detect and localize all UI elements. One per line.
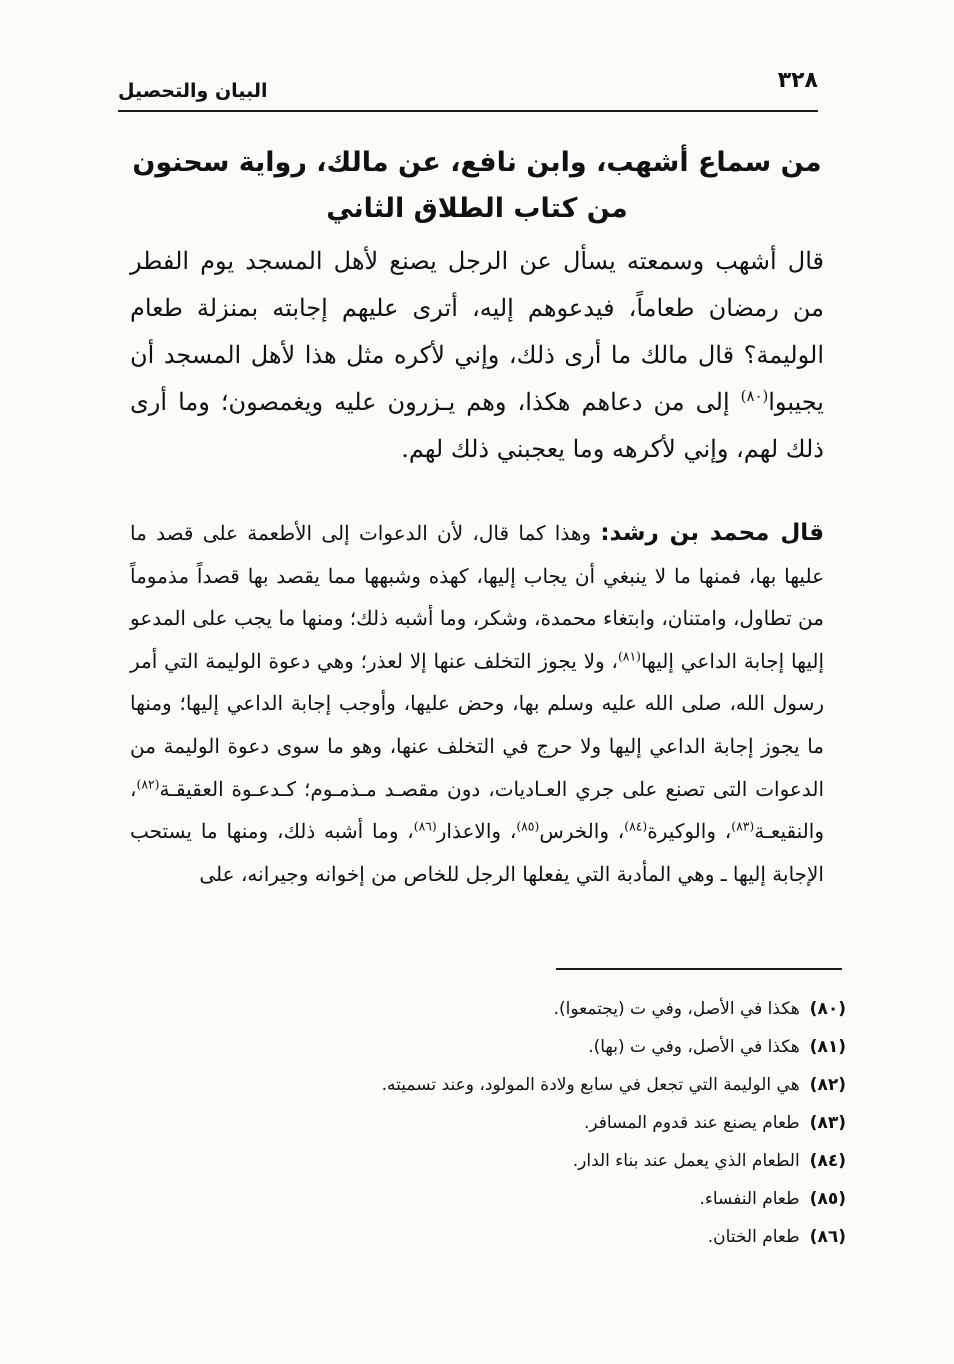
commentary-lead: قال محمد بن رشد: [600, 520, 825, 546]
section-title-line-2: من كتاب الطلاق الثاني [326, 193, 628, 224]
paragraph-text: ، وما أشبه ذلك، ومنها ما يستحب الإجابة إليها ـ وهي المأدبة التي يفعلها الرجل للخاص من إخوانه وجيرانه، على [130, 819, 824, 886]
paragraph-text: ، ولا يجوز التخلف عنها إلا لعذر؛ وهي دعوة الوليمة التي أمر رسول الله، صلى الله عليه وسلم بها، وحض عليها، وأوجب إجابة الداعي إليها؛ ومنها ما يجوز إجابة الداعي إليها ولا حرج في التخلف عنها، وهو ما سوى دعوة الوليمة من الدعوات التى تصنع على جري العـاديات، دون مقصـد مـذمـوم؛ كـدعـوة العقيقـة [130, 648, 824, 801]
footnote-item [150, 1142, 846, 1180]
footnotes-list [150, 990, 846, 1256]
paragraph-ashhab-report [130, 238, 824, 473]
section-title-line-1: من سماع أشهب، وابن نافع، عن مالك، رواية سحنون [132, 147, 822, 178]
footnote-ref-81[interactable]: (٨١) [617, 648, 641, 664]
footnote-text: هكذا في الأصل، وفي ت (بها). [588, 1037, 800, 1057]
footnote-ref-82[interactable]: (٨٢) [136, 775, 160, 791]
footnote-number: (٨٦) [809, 1227, 846, 1247]
footnote-item [150, 1180, 846, 1218]
page-header [118, 60, 818, 112]
paragraph-text: ، والخرس [539, 819, 625, 844]
section-title [130, 140, 824, 232]
footnote-text: طعام الختان. [707, 1227, 800, 1247]
footnote-item [150, 1218, 846, 1256]
footnote-item [150, 1066, 846, 1104]
footnote-number: (٨٠) [809, 999, 846, 1019]
footnote-text: طعام النفساء. [699, 1189, 800, 1209]
paragraph-text: ، والوكيرة [647, 819, 732, 844]
footnote-item [150, 1104, 846, 1142]
footnote-text: هي الوليمة التي تجعل في سابع ولادة المولود، وعند تسميته. [381, 1075, 800, 1095]
footnote-text: طعام يصنع عند قدوم المسافر. [584, 1113, 800, 1133]
footnote-text: هكذا في الأصل، وفي ت (يجتمعوا). [553, 999, 800, 1019]
footnote-divider [556, 968, 842, 970]
page-number: ٣٢٨ [777, 68, 818, 93]
footnote-number: (٨٢) [809, 1075, 846, 1095]
footnote-number: (٨٥) [809, 1189, 846, 1209]
paragraph-text: قال أشهب وسمعته يسأل عن الرجل يصنع لأهل المسجد يوم الفطر من رمضان طعاماً، فيدعوهم إليه، أترى عليهم إجابته بمنزلة طعام الوليمة؟ قال مالك ما أرى ذلك، وإني لأكره مثل هذا لأهل المسجد أن يجيبوا [130, 247, 824, 416]
running-title: البيان والتحصيل [118, 80, 268, 102]
footnote-ref-85[interactable]: (٨٥) [516, 818, 540, 834]
footnote-item [150, 1028, 846, 1066]
footnote-text: الطعام الذي يعمل عند بناء الدار. [572, 1151, 800, 1171]
footnote-item [150, 990, 846, 1028]
paragraph-text: ، والاعذار [436, 819, 517, 844]
footnote-ref-84[interactable]: (٨٤) [624, 818, 648, 834]
paragraph-text: ، والنقيعـة [130, 776, 824, 844]
footnote-ref-80[interactable]: (٨٠) [740, 387, 769, 405]
footnote-ref-83[interactable]: (٨٣) [731, 818, 755, 834]
footnote-number: (٨١) [809, 1037, 846, 1057]
paragraph-ibn-rushd-commentary [130, 512, 824, 895]
paragraph-text: وهذا كما قال، لأن الدعوات إلى الأطعمة على قصد ما عليها بها، فمنها ما لا ينبغي أن يجاب إليها، كهذه وشبهها مما يقصد بها قصداً مذموماً من تطاول، وامتنان، وابتغاء محمدة، وشكر، وما أشبه ذلك؛ ومنها ما يجب على المدعو إليها إجابة الداعي إليها [130, 521, 825, 673]
footnote-number: (٨٣) [809, 1113, 846, 1133]
footnote-ref-86[interactable]: (٨٦) [413, 818, 437, 834]
footnote-number: (٨٤) [809, 1151, 846, 1171]
paragraph-text: إلى من دعاهم هكذا، وهم يـزرون عليه ويغمصون؛ وما أرى ذلك لهم، وإني لأكرهه وما يعجبني ذلك لهم. [130, 388, 824, 463]
